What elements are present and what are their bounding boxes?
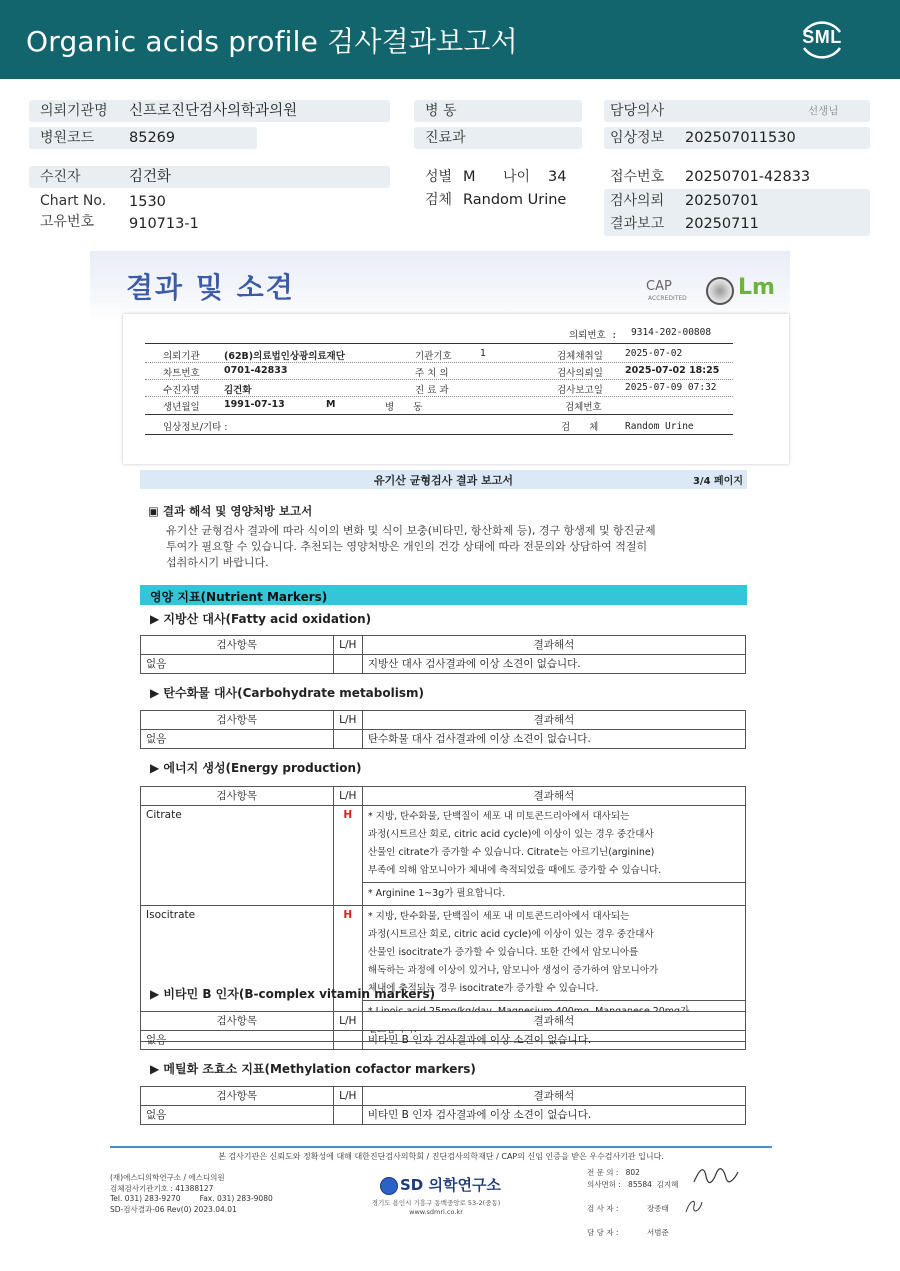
table-row: [141, 730, 746, 749]
cell-value: (62B)의료법인상광의료재단: [224, 351, 345, 362]
lm-logo: Lm: [738, 275, 775, 300]
cell-value: M: [326, 399, 336, 410]
item-cell: Citrate: [141, 806, 334, 906]
table-row: [141, 1031, 746, 1050]
cell-label: 검체번호: [565, 402, 602, 413]
hospital-code-label: 병원코드: [40, 130, 95, 146]
cell-value: 1991-07-13: [224, 399, 285, 410]
cell-label: 수진자명: [163, 385, 200, 396]
table-row: [141, 1106, 746, 1125]
sd-brand-address: 경기도 용인시 기흥구 동백중앙로 53-2(중동) www.sdmri.co.kr: [371, 1199, 501, 1216]
cell-label: 의뢰기관: [163, 351, 200, 362]
interp-cell: 탄수화물 대사 검사결과에 이상 소견이 없습니다.: [362, 730, 745, 749]
table-rule: [145, 434, 733, 435]
interp-cell: 비타민 B 인자 검사결과에 이상 소견이 없습니다.: [362, 1031, 745, 1050]
table-header-row: [141, 636, 746, 655]
specimen-value: Random Urine: [463, 192, 567, 208]
nutrient-markers-bar: [140, 585, 747, 605]
section-heading: ▣ 결과 해석 및 영양처방 보고서: [148, 504, 313, 518]
high-flag: H: [333, 806, 362, 906]
section-title-methylation: ▶ 메틸화 조효소 지표(Methylation cofactor markers): [150, 1062, 476, 1076]
scan-title: 결과 및 소견: [126, 271, 295, 304]
col-lh: L/H: [333, 1087, 362, 1106]
cap-accredited-text: ACCREDITED: [648, 295, 687, 302]
interp-cell: * 지방, 탄수화물, 단백질이 세포 내 미토콘드리아에서 대사되는 과정(시트르산 회로, citric acid cycle)에 이상이 있는 경우 중간대사 산물인 citrate가 증가할 수 있습니다. Citrate는 아르기닌(arginine) 부족에 의해 암모니아가 체내에 축적되었을 때에도 증가할 수 있습니다.: [362, 806, 745, 883]
col-interp: 결과해석: [362, 787, 745, 806]
table-rule: [145, 343, 733, 344]
interp-cell: 비타민 B 인자 검사결과에 이상 소견이 없습니다.: [362, 1106, 745, 1125]
seal-icon: [706, 277, 734, 305]
item-cell: 없음: [141, 1031, 334, 1050]
lh-cell: [333, 655, 362, 674]
cell-label: 차트번호: [163, 368, 200, 379]
doctor-label: 담당의사: [610, 103, 665, 119]
clinical-info-value: 202507011530: [685, 130, 796, 146]
section-title-carbohydrate: ▶ 탄수화물 대사(Carbohydrate metabolism): [150, 686, 424, 700]
request-no-value: 9314-202-00808: [631, 327, 712, 338]
department-label: 진료과: [425, 130, 466, 146]
col-interp: 결과해석: [362, 711, 745, 730]
institution-value: 신프로진단검사의학과의원: [129, 103, 298, 119]
col-item: 검사항목: [141, 711, 334, 730]
col-lh: L/H: [333, 711, 362, 730]
cell-label: 주 치 의: [415, 368, 449, 379]
paragraph-line: 섭취하시기 바랍니다.: [166, 556, 269, 569]
sml-logo-text: SML: [802, 27, 842, 47]
report-header: [0, 0, 900, 79]
chart-value: 1530: [129, 194, 166, 210]
sex-label: 성별: [425, 169, 453, 185]
col-item: 검사항목: [141, 1012, 334, 1031]
ward-label: 병 동: [425, 103, 457, 119]
scan-info-table: [123, 314, 789, 464]
cell-label: 임상정보/기타 :: [163, 422, 228, 433]
clinical-info-label: 임상정보: [610, 130, 665, 146]
footer-signatories: 전 문 의 : 802 의사면허 : 85584 김지혜 검 사 자 : 장종태 담 당 자 : 서범준: [587, 1168, 679, 1237]
table-header-row: [141, 1012, 746, 1031]
unique-label: 고유번호: [40, 214, 95, 230]
sd-brand: SD 의학연구소: [400, 1176, 501, 1194]
report-bar: [140, 470, 747, 489]
cell-label: 검 체: [561, 422, 599, 433]
carbohydrate-table: [140, 710, 746, 749]
col-interp: 결과해석: [362, 1012, 745, 1031]
page-indicator: 3/4 페이지: [692, 476, 743, 487]
chart-label: Chart No.: [40, 193, 107, 209]
section-title-energy: ▶ 에너지 생성(Energy production): [150, 761, 362, 775]
footer-divider: [110, 1146, 772, 1148]
table-header-row: [141, 1087, 746, 1106]
item-cell: Isocitrate: [141, 906, 334, 1042]
col-interp: 결과해석: [362, 636, 745, 655]
table-rule: [145, 396, 733, 397]
scanned-report: [90, 251, 790, 1261]
prescription-cell: * Arginine 1~3g가 필요합니다.: [362, 883, 745, 906]
methylation-table: [140, 1086, 746, 1125]
sex-value: M: [463, 169, 476, 185]
cell-value: 1: [480, 348, 487, 359]
report-bar-title: 유기산 균형검사 결과 보고서: [374, 474, 513, 487]
request-no-label: 의뢰번호 :: [569, 330, 618, 341]
table-rule: [145, 414, 733, 415]
cap-logo: CAP: [646, 279, 672, 294]
sml-logo: [796, 14, 848, 66]
cell-value: 김건화: [224, 385, 252, 396]
institution-label: 의뢰기관명: [40, 103, 108, 119]
unique-value: 910713-1: [129, 216, 199, 232]
cell-label: 생년월일: [163, 402, 200, 413]
patient-name: 김건화: [129, 169, 172, 185]
report-date-label: 결과보고: [610, 216, 665, 232]
request-value: 20250701: [685, 193, 759, 209]
cell-value: 2025-07-02 18:25: [625, 365, 720, 376]
item-cell: 없음: [141, 655, 334, 674]
section-title-fatty-acid: ▶ 지방산 대사(Fatty acid oxidation): [150, 612, 372, 626]
col-lh: L/H: [333, 636, 362, 655]
request-label: 검사의뢰: [610, 193, 665, 209]
col-lh: L/H: [333, 1012, 362, 1031]
item-cell: 없음: [141, 1106, 334, 1125]
signature-icon: [682, 1196, 706, 1216]
table-rule: [145, 362, 733, 363]
table-row: [141, 655, 746, 674]
high-flag: H: [333, 906, 362, 1042]
specimen-label: 검체: [425, 192, 453, 208]
lh-cell: [333, 1106, 362, 1125]
footer-certification: 본 검사기관은 신뢰도와 정확성에 대해 대한진단검사의학회 / 진단검사의학재단 / CAP의 신임 인증을 받은 우수검사기관 입니다.: [218, 1152, 664, 1161]
nutrient-markers-title: 영양 지표(Nutrient Markers): [150, 590, 328, 604]
cell-value: 2025-07-09 07:32: [625, 382, 717, 393]
col-lh: L/H: [333, 787, 362, 806]
fatty-acid-table: [140, 635, 746, 674]
table-row: [141, 806, 746, 883]
paragraph-line: 투여가 필요할 수 있습니다. 추천되는 영양처방은 개인의 건강 상태에 따라 전문의와 상담하여 적절히: [166, 540, 648, 553]
age-label: 나이: [503, 169, 531, 185]
section-title-vitamin-b: ▶ 비타민 B 인자(B-complex vitamin markers): [150, 987, 436, 1001]
report-title: Organic acids profile 검사결과보고서: [26, 25, 518, 58]
age-value: 34: [548, 169, 567, 185]
report-date-value: 20250711: [685, 216, 759, 232]
col-item: 검사항목: [141, 1087, 334, 1106]
energy-table: [140, 786, 746, 1042]
lh-cell: [333, 1031, 362, 1050]
patient-label: 수진자: [40, 169, 81, 185]
cell-value: Random Urine: [625, 421, 694, 432]
table-header-row: [141, 711, 746, 730]
interp-cell: 지방산 대사 검사결과에 이상 소견이 없습니다.: [362, 655, 745, 674]
table-header-row: [141, 787, 746, 806]
patient-row: [29, 166, 390, 188]
item-cell: 없음: [141, 730, 334, 749]
cell-label: 검사의뢰일: [557, 368, 603, 379]
cell-label: 기관기호: [415, 351, 452, 362]
cell-label: 검사보고일: [557, 385, 603, 396]
col-interp: 결과해석: [362, 1087, 745, 1106]
signature-icon: [690, 1164, 740, 1188]
paragraph-line: 유기산 균형검사 결과에 따라 식이의 변화 및 식이 보충(비타민, 항산화제 등), 경구 항생제 및 항진균제: [166, 524, 656, 537]
doctor-suffix: 선생님: [808, 105, 839, 117]
receipt-value: 20250701-42833: [685, 169, 811, 185]
col-item: 검사항목: [141, 787, 334, 806]
footer-institution-info: (재)에스디의학연구소 / 에스디의원 검체검사기관기호 : 41388127 Tel. 031) 283-9270 Fax. 031) 283-9080 SD-검사결과-06 Rev(0) 2023.04.01: [110, 1173, 273, 1214]
cell-value: 0701-42833: [224, 365, 288, 376]
interp-cell: * 지방, 탄수화물, 단백질이 세포 내 미토콘드리아에서 대사되는 과정(시트르산 회로, citric acid cycle)에 이상이 있는 경우 중간대사 산물인 isocitrate가 증가할 수 있습니다. 또한 간에서 암모니아를 해독하는 과정에 이상이 있거나, 암모니아 생성이 증가하여 암모니아가 체내에 축적되는 경우 isocitrate가 증가할 수 있습니다.: [362, 906, 745, 1001]
vitamin-b-table: [140, 1011, 746, 1050]
cell-label: 진 료 과: [415, 385, 449, 396]
hospital-code-value: 85269: [129, 130, 176, 146]
lh-cell: [333, 730, 362, 749]
table-rule: [145, 379, 733, 380]
cell-label: 검체채취일: [557, 351, 603, 362]
cell-value: 2025-07-02: [625, 348, 683, 359]
receipt-label: 접수번호: [610, 169, 665, 185]
cell-label: 병 동: [385, 402, 423, 413]
col-item: 검사항목: [141, 636, 334, 655]
